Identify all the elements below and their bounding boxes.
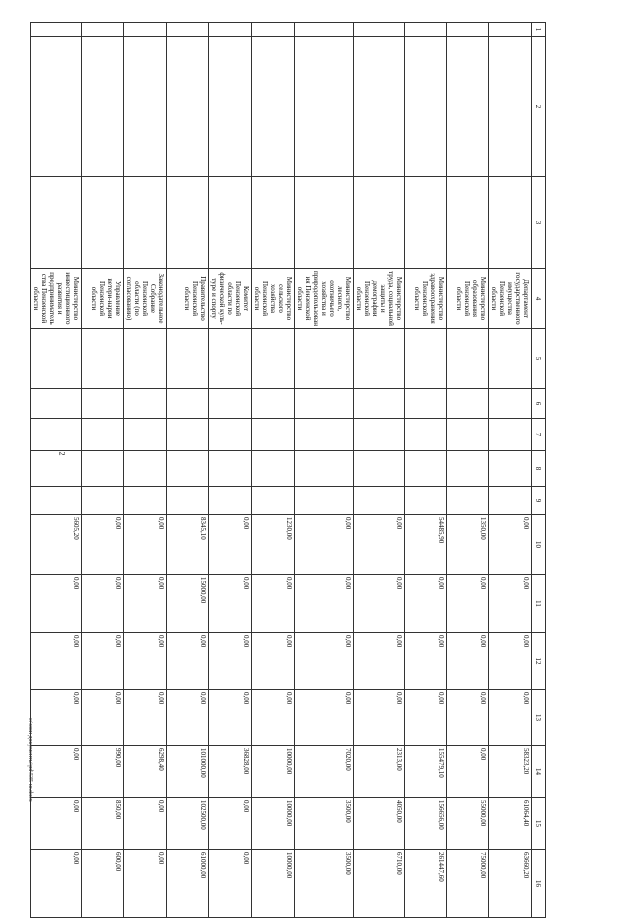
empty-cell — [295, 177, 354, 269]
table-row — [489, 23, 532, 918]
organization-cell: Министерство лесного, охотничьего хозяйства и природопользования Пензенской области — [295, 269, 354, 329]
amount-cell: 0,00 — [82, 690, 124, 746]
empty-cell — [447, 451, 489, 487]
empty-cell — [31, 23, 82, 37]
amount-cell: 0,00 — [31, 690, 82, 746]
organization-cell: Правительство Пензенской области — [167, 269, 209, 329]
empty-cell — [209, 487, 252, 515]
empty-cell — [295, 389, 354, 419]
amount-cell: 0,00 — [405, 575, 447, 633]
empty-cell — [31, 37, 82, 177]
empty-cell — [31, 487, 82, 515]
empty-cell — [354, 177, 405, 269]
empty-cell — [31, 389, 82, 419]
empty-cell — [209, 23, 252, 37]
empty-cell — [295, 23, 354, 37]
empty-cell — [124, 23, 167, 37]
column-number: 3 — [532, 177, 546, 269]
amount-cell: 0,00 — [354, 515, 405, 575]
empty-cell — [489, 37, 532, 177]
empty-cell — [447, 487, 489, 515]
table-body — [31, 23, 546, 918]
amount-cell: 0,00 — [252, 575, 295, 633]
amount-cell: 4050,00 — [354, 798, 405, 850]
empty-cell — [124, 329, 167, 389]
amount-cell: 7020,00 — [295, 746, 354, 798]
table-row — [31, 23, 82, 918]
amount-cell: 0,00 — [167, 633, 209, 690]
empty-cell — [252, 451, 295, 487]
empty-cell — [82, 23, 124, 37]
amount-cell: 0,00 — [489, 515, 532, 575]
amount-cell: 15000,00 — [167, 575, 209, 633]
amount-cell: 0,00 — [209, 575, 252, 633]
amount-cell: 61064,40 — [489, 798, 532, 850]
empty-cell — [489, 329, 532, 389]
empty-cell — [252, 23, 295, 37]
empty-cell — [405, 23, 447, 37]
amount-cell: 6710,00 — [354, 850, 405, 918]
empty-cell — [209, 177, 252, 269]
empty-cell — [405, 329, 447, 389]
amount-cell: 0,00 — [209, 515, 252, 575]
page-number: 2 — [57, 451, 67, 456]
empty-cell — [167, 23, 209, 37]
column-number: 4 — [532, 269, 546, 329]
amount-cell: 55000,00 — [447, 798, 489, 850]
amount-cell: 58323,20 — [489, 746, 532, 798]
empty-cell — [252, 329, 295, 389]
amount-cell: 3500,00 — [295, 850, 354, 918]
amount-cell: 0,00 — [447, 633, 489, 690]
empty-cell — [82, 487, 124, 515]
column-number: 2 — [532, 37, 546, 177]
footer-file-path: c:\мои документы\pd\535-ш.docx — [27, 718, 33, 802]
empty-cell — [489, 487, 532, 515]
amount-cell: 101000,00 — [167, 746, 209, 798]
table-row — [295, 23, 354, 918]
amount-cell: 8345,10 — [167, 515, 209, 575]
column-number: 1 — [532, 23, 546, 37]
empty-cell — [124, 389, 167, 419]
empty-cell — [405, 451, 447, 487]
amount-cell: 0,00 — [82, 575, 124, 633]
column-number-row — [532, 23, 546, 918]
empty-cell — [167, 487, 209, 515]
empty-cell — [405, 177, 447, 269]
empty-cell — [447, 37, 489, 177]
amount-cell: 1350,00 — [447, 515, 489, 575]
empty-cell — [252, 37, 295, 177]
amount-cell: 0,00 — [31, 746, 82, 798]
empty-cell — [447, 329, 489, 389]
empty-cell — [354, 389, 405, 419]
empty-cell — [295, 419, 354, 451]
empty-cell — [489, 419, 532, 451]
organization-cell: Управление ветери-нарии Пензенской области — [82, 269, 124, 329]
rotated-page — [32, 22, 546, 887]
amount-cell: 0,00 — [252, 633, 295, 690]
empty-cell — [31, 329, 82, 389]
empty-cell — [82, 451, 124, 487]
organization-cell: Министерство образования Пензенской области — [447, 269, 489, 329]
organization-cell: Министерство труда, социальной защиты и демографии Пензенской области — [354, 269, 405, 329]
amount-cell: 0,00 — [209, 633, 252, 690]
empty-cell — [447, 389, 489, 419]
amount-cell: 0,00 — [405, 690, 447, 746]
amount-cell: 0,00 — [209, 850, 252, 918]
column-number: 8 — [532, 451, 546, 487]
empty-cell — [124, 487, 167, 515]
amount-cell: 600,00 — [82, 850, 124, 918]
empty-cell — [167, 37, 209, 177]
empty-cell — [405, 37, 447, 177]
empty-cell — [447, 419, 489, 451]
empty-cell — [295, 487, 354, 515]
budget-table — [30, 22, 546, 918]
amount-cell: 0,00 — [82, 515, 124, 575]
empty-cell — [209, 451, 252, 487]
empty-cell — [167, 177, 209, 269]
table-row — [252, 23, 295, 918]
empty-cell — [489, 451, 532, 487]
empty-cell — [31, 419, 82, 451]
empty-cell — [167, 419, 209, 451]
amount-cell: 0,00 — [405, 633, 447, 690]
empty-cell — [295, 451, 354, 487]
empty-cell — [354, 419, 405, 451]
amount-cell: 0,00 — [209, 690, 252, 746]
empty-cell — [295, 37, 354, 177]
amount-cell: 850,00 — [82, 798, 124, 850]
amount-cell: 0,00 — [447, 575, 489, 633]
empty-cell — [167, 389, 209, 419]
amount-cell: 0,00 — [31, 798, 82, 850]
empty-cell — [447, 23, 489, 37]
empty-cell — [124, 37, 167, 177]
amount-cell: 61000,00 — [167, 850, 209, 918]
table-row — [405, 23, 447, 918]
column-number: 7 — [532, 419, 546, 451]
amount-cell: 10000,00 — [252, 850, 295, 918]
amount-cell: 54485,90 — [405, 515, 447, 575]
amount-cell: 0,00 — [31, 633, 82, 690]
column-number: 11 — [532, 575, 546, 633]
amount-cell: 0,00 — [31, 575, 82, 633]
empty-cell — [252, 419, 295, 451]
amount-cell: 5605,20 — [31, 515, 82, 575]
empty-cell — [31, 177, 82, 269]
amount-cell: 0,00 — [489, 690, 532, 746]
empty-cell — [31, 451, 82, 487]
amount-cell: 0,00 — [295, 690, 354, 746]
organization-cell: Министерство здравоохранения Пензенской области — [405, 269, 447, 329]
empty-cell — [124, 177, 167, 269]
amount-cell: 0,00 — [489, 575, 532, 633]
amount-cell: 990,00 — [82, 746, 124, 798]
empty-cell — [209, 419, 252, 451]
empty-cell — [82, 419, 124, 451]
amount-cell: 75000,00 — [447, 850, 489, 918]
empty-cell — [354, 329, 405, 389]
amount-cell: 1230,00 — [252, 515, 295, 575]
column-number: 5 — [532, 329, 546, 389]
table-row — [354, 23, 405, 918]
amount-cell: 63660,20 — [489, 850, 532, 918]
column-number: 12 — [532, 633, 546, 690]
amount-cell: 0,00 — [252, 690, 295, 746]
empty-cell — [489, 389, 532, 419]
table-row — [124, 23, 167, 918]
amount-cell: 0,00 — [295, 575, 354, 633]
column-number: 10 — [532, 515, 546, 575]
column-number: 6 — [532, 389, 546, 419]
empty-cell — [209, 329, 252, 389]
amount-cell: 3500,00 — [295, 798, 354, 850]
organization-cell: Министерство инвестиционного развития и предпринимательства Пензенской области — [31, 269, 82, 329]
amount-cell: 156656,00 — [405, 798, 447, 850]
amount-cell: 6298,40 — [124, 746, 167, 798]
empty-cell — [354, 23, 405, 37]
empty-cell — [354, 37, 405, 177]
organization-cell: Министерство сельского хозяйства Пензенской области — [252, 269, 295, 329]
organization-cell: Комитет Пензенской области по физической куль-туре и спорту — [209, 269, 252, 329]
amount-cell: 0,00 — [489, 633, 532, 690]
amount-cell: 0,00 — [447, 690, 489, 746]
empty-cell — [167, 451, 209, 487]
empty-cell — [252, 487, 295, 515]
empty-cell — [405, 389, 447, 419]
empty-cell — [209, 37, 252, 177]
empty-cell — [447, 177, 489, 269]
column-number: 13 — [532, 690, 546, 746]
amount-cell: 0,00 — [124, 690, 167, 746]
amount-cell: 0,00 — [354, 575, 405, 633]
empty-cell — [252, 389, 295, 419]
empty-cell — [82, 329, 124, 389]
amount-cell: 36828,00 — [209, 746, 252, 798]
empty-cell — [489, 177, 532, 269]
column-number: 16 — [532, 850, 546, 918]
amount-cell: 0,00 — [447, 746, 489, 798]
empty-cell — [124, 451, 167, 487]
empty-cell — [209, 389, 252, 419]
amount-cell: 0,00 — [124, 575, 167, 633]
empty-cell — [82, 177, 124, 269]
empty-cell — [167, 329, 209, 389]
amount-cell: 0,00 — [82, 633, 124, 690]
amount-cell: 10000,00 — [252, 798, 295, 850]
amount-cell: 0,00 — [124, 850, 167, 918]
amount-cell: 0,00 — [124, 633, 167, 690]
amount-cell: 155479,10 — [405, 746, 447, 798]
empty-cell — [489, 23, 532, 37]
table-row — [447, 23, 489, 918]
organization-cell: Законодательное Собрание Пензенской области (по согласованию) — [124, 269, 167, 329]
amount-cell: 102500,00 — [167, 798, 209, 850]
column-number: 14 — [532, 746, 546, 798]
empty-cell — [405, 419, 447, 451]
empty-cell — [354, 487, 405, 515]
empty-cell — [82, 389, 124, 419]
column-number: 15 — [532, 798, 546, 850]
empty-cell — [405, 487, 447, 515]
amount-cell: 261447,60 — [405, 850, 447, 918]
empty-cell — [354, 451, 405, 487]
amount-cell: 0,00 — [295, 515, 354, 575]
amount-cell: 0,00 — [354, 633, 405, 690]
amount-cell: 0,00 — [31, 850, 82, 918]
empty-cell — [82, 37, 124, 177]
empty-cell — [295, 329, 354, 389]
amount-cell: 10000,00 — [252, 746, 295, 798]
empty-cell — [124, 419, 167, 451]
organization-cell: Департамент государственного имущества Пензенской области — [489, 269, 532, 329]
table-row — [209, 23, 252, 918]
table-row — [82, 23, 124, 918]
amount-cell: 0,00 — [354, 690, 405, 746]
amount-cell: 0,00 — [167, 690, 209, 746]
table-row — [167, 23, 209, 918]
amount-cell: 0,00 — [124, 798, 167, 850]
amount-cell: 0,00 — [295, 633, 354, 690]
column-number: 9 — [532, 487, 546, 515]
amount-cell: 0,00 — [124, 515, 167, 575]
amount-cell: 0,00 — [209, 798, 252, 850]
empty-cell — [252, 177, 295, 269]
amount-cell: 2313,00 — [354, 746, 405, 798]
